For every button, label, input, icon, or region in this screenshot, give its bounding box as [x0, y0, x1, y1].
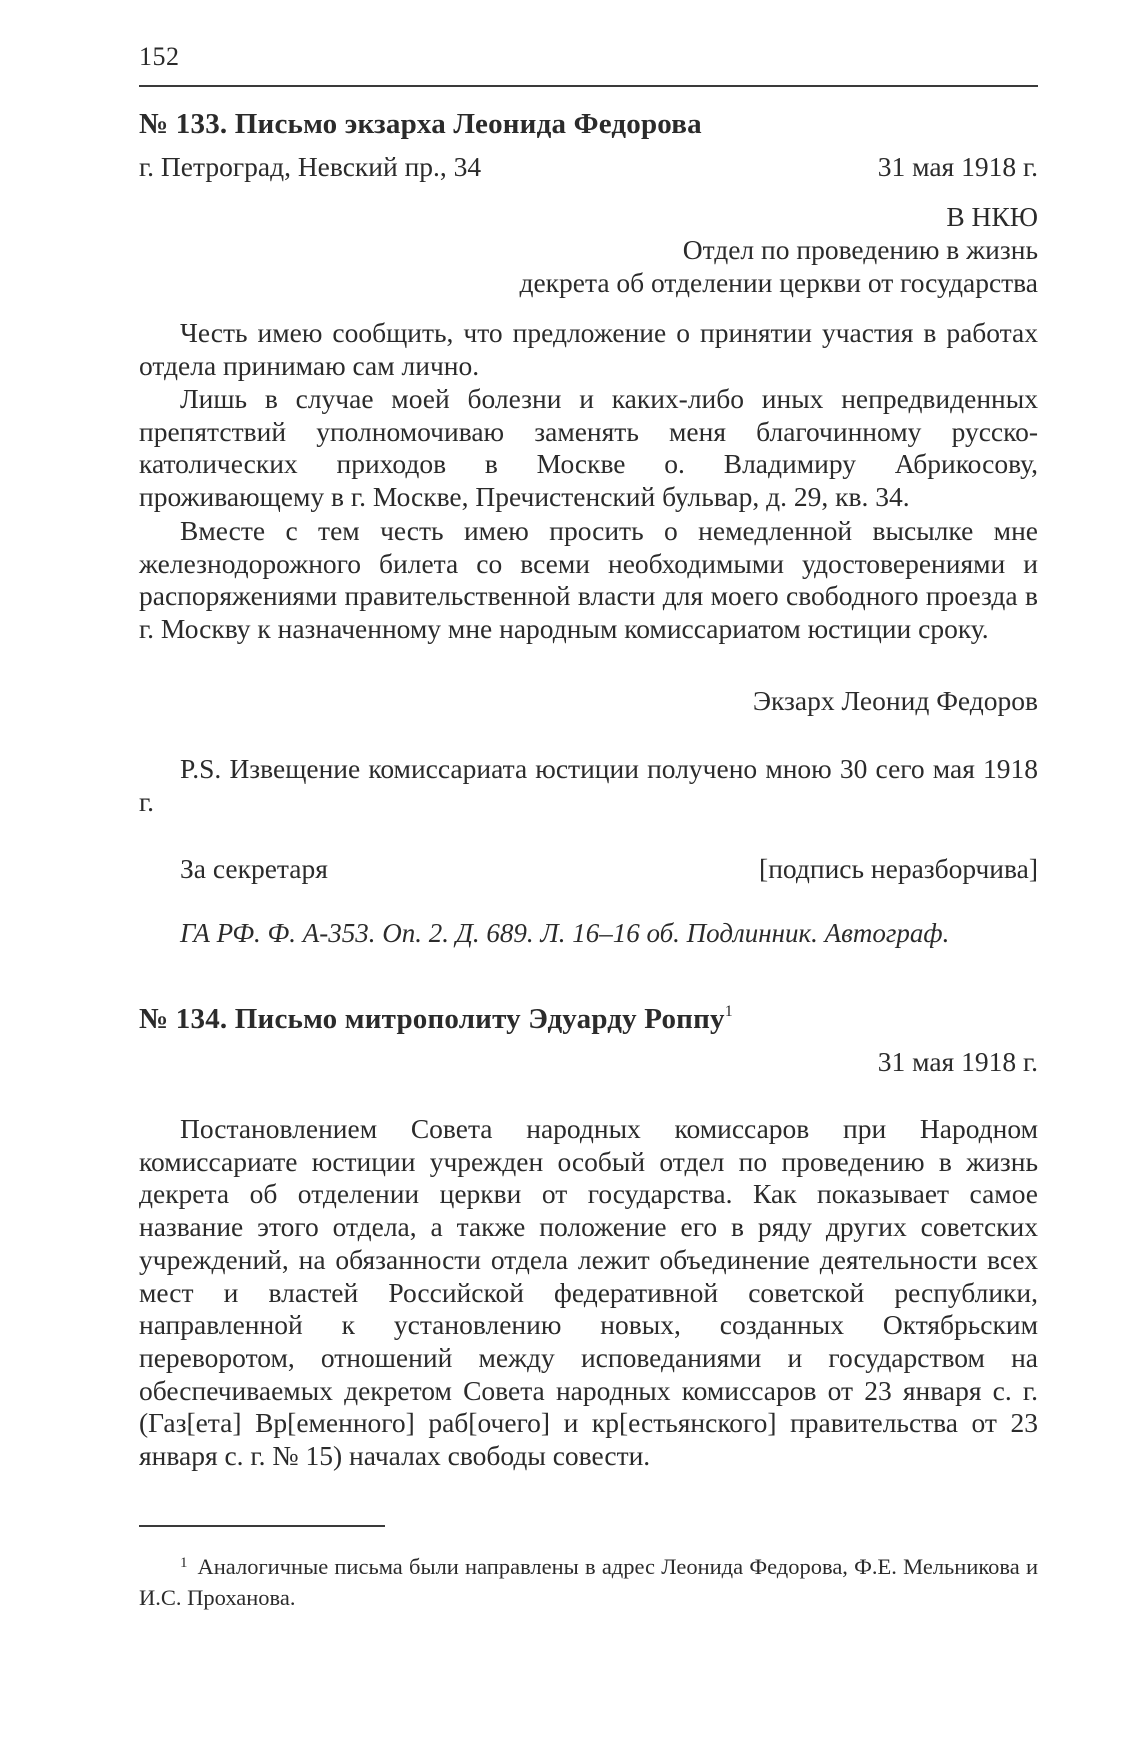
doc-133-paragraph-2: Лишь в случае моей болезни и каких-либо иных непредвиденных препятствий уполномочиваю заменять меня благочинному русско-католических приходов в Москве о. Владимиру Абрикосову, проживающему в г. Москве, Пречистенский бульвар, д. 29, кв. 34.: [139, 383, 1038, 513]
footnote: [139, 1548, 1038, 1613]
doc-133-addressee-line-2: Отдел по проведению в жизнь: [682, 234, 1038, 265]
footnote-number: 1: [180, 1555, 188, 1571]
doc-133-addressee-line-1: В НКЮ: [946, 201, 1038, 232]
doc-133-paragraph-1: Честь имею сообщить, что предложение о принятии участия в работах отдела принимаю сам лично.: [139, 317, 1038, 381]
footnote-rule: [139, 1525, 385, 1527]
doc-134-footnote-mark: 1: [724, 1003, 733, 1020]
doc-133-paragraph-3: Вместе с тем честь имею просить о немедленной высылке мне железнодорожного билета со всеми необходимыми удостоверениями и распоряжениями правительственной власти для моего свободного проезда в г. Москву к назначенному мне народным комиссариатом юстиции сроку.: [139, 515, 1038, 645]
doc-133-date: 31 мая 1918 г.: [877, 151, 1038, 182]
doc-133-place: г. Петроград, Невский пр., 34: [139, 151, 482, 182]
doc-133-title: № 133. Письмо экзарха Леонида Федорова: [139, 108, 702, 140]
doc-133-secretary-signature: [подпись неразборчива]: [759, 853, 1038, 884]
doc-134-paragraph-1: Постановлением Совета народных комиссаров при Народном комиссариате юстиции учрежден особый отдел по проведению в жизнь декрета об отделении церкви от государства. Как показывает самое название этого отдела, а также положение его в ряду других советских учреждений, на обязанности отдела лежит объединение деятельности всех мест и властей Российской федеративной советской республики, направленной к установлению новых, созданных Октябрьским переворотом, отношений между исповеданиями и государством на обеспечиваемых декретом Совета народных комиссаров от 23 января с. г. (Газ[ета] Вр[еменного] раб[очего] и кр[естьянского] правительства от 23 января с. г. № 15) началах свободы совести.: [139, 1113, 1038, 1472]
doc-133-signature: Экзарх Леонид Федоров: [752, 685, 1038, 716]
doc-134-date: 31 мая 1918 г.: [877, 1046, 1038, 1077]
footnote-text: Аналогичные письма были направлены в адрес Леонида Федорова, Ф.Е. Мельникова и И.С. Проханова.: [139, 1554, 1038, 1610]
doc-133-archive-source: ГА РФ. Ф. А-353. Оп. 2. Д. 689. Л. 16–16 об. Подлинник. Автограф.: [180, 918, 950, 948]
header-rule: [139, 85, 1038, 87]
doc-133-addressee-line-3: декрета об отделении церкви от государства: [519, 267, 1038, 298]
page-number: 152: [139, 42, 180, 71]
doc-134-title: [139, 1003, 733, 1036]
doc-134-title-text: № 134. Письмо митрополиту Эдуарду Роппу: [139, 1003, 725, 1035]
doc-133-secretary-label: За секретаря: [180, 853, 328, 884]
doc-133-postscript: P.S. Извещение комиссариата юстиции получено мною 30 сего мая 1918 г.: [139, 753, 1038, 817]
